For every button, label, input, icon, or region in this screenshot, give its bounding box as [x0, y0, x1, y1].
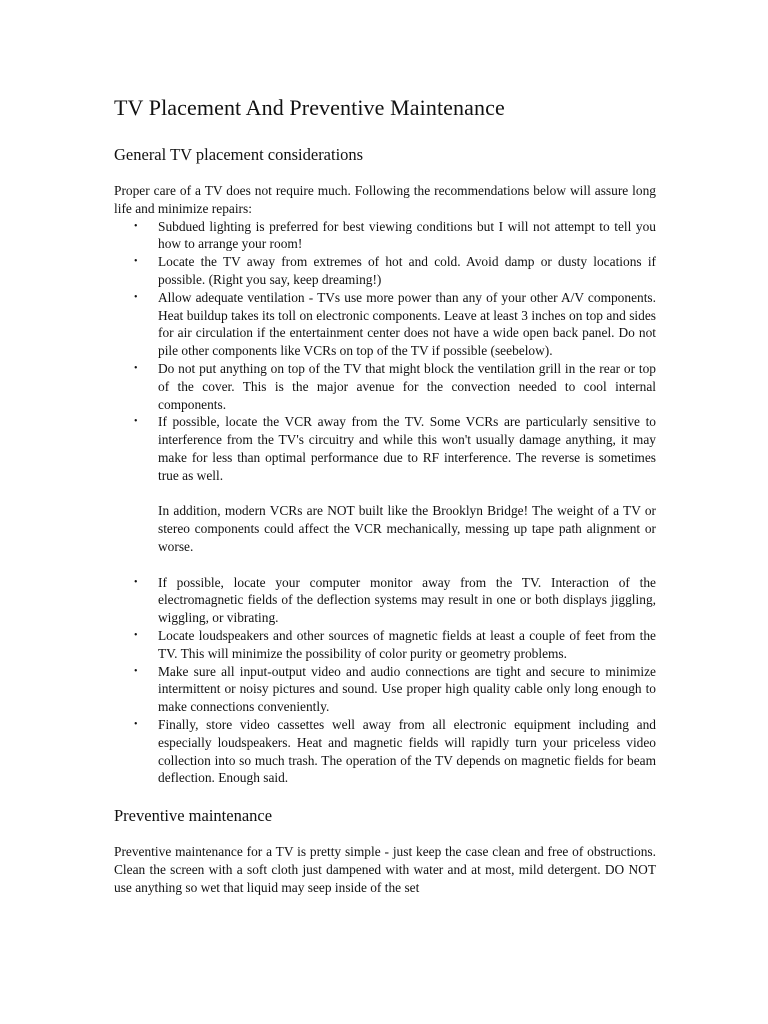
list-item [134, 360, 656, 413]
list-item-text: If possible, locate the VCR away from the TV. Some VCRs are particularly sensitive to interference from the TV's circuitry and while this won't usually damage anything, it may make for less than optimal performance due to RF interference. The reverse is sometimes true as well. [158, 414, 656, 483]
list-item [134, 253, 656, 289]
list-item [134, 289, 656, 360]
list-item [134, 627, 656, 663]
bullet-icon: • [134, 718, 138, 730]
list-item [134, 716, 656, 787]
placement-list-a [114, 218, 656, 556]
list-item-text: Do not put anything on top of the TV that might block the ventilation grill in the rear or top of the cover. This is the major avenue for the convection needed to cool internal components. [158, 360, 656, 412]
intro-paragraph: Proper care of a TV does not require much. Following the recommendations below will assure long life and minimize repairs: [114, 183, 656, 216]
bullet-icon: • [134, 220, 138, 232]
placement-list-b [114, 574, 656, 788]
list-item-text: Subdued lighting is preferred for best viewing conditions but I will not attempt to tell you how to arrange your room! [158, 218, 656, 252]
bullet-icon: • [134, 291, 138, 303]
bullet-icon: • [134, 629, 138, 641]
section-heading-placement: General TV placement considerations [114, 145, 364, 164]
bullet-icon: • [134, 665, 138, 677]
page-title: TV Placement And Preventive Maintenance [114, 95, 505, 120]
list-item [134, 413, 656, 555]
list-item-continuation: In addition, modern VCRs are NOT built like the Brooklyn Bridge! The weight of a TV or stereo components could affect the VCR mechanically, messing up tape path alignment or worse. [158, 503, 656, 554]
bullet-icon: • [134, 576, 138, 588]
maintenance-paragraph: Preventive maintenance for a TV is pretty simple - just keep the case clean and free of obstructions. Clean the screen with a soft cloth just dampened with water and at most, mild detergent. DO NOT use anything so wet that liquid may seep inside of the set [114, 844, 656, 895]
bullet-icon: • [134, 256, 138, 268]
list-item-text: Locate the TV away from extremes of hot and cold. Avoid damp or dusty locations if possible. (Right you say, keep dreaming!) [158, 254, 656, 287]
list-item [134, 663, 656, 716]
list-item-text: If possible, locate your computer monitor away from the TV. Interaction of the electromagnetic fields of the deflection systems may result in one or both displays jiggling, wiggling, or vibrating. [158, 574, 656, 626]
list-item-text: Finally, store video cassettes well away from all electronic equipment including and especially loudspeakers. Heat and magnetic fields will rapidly turn your priceless video collection into so much trash. The operation of the TV depends on magnetic fields for beam deflection. Enough said. [158, 716, 656, 786]
bullet-icon: • [134, 362, 138, 374]
list-item-text: Allow adequate ventilation - TVs use more power than any of your other A/V components. Heat buildup takes its toll on electronic components. Leave at least 3 inches on top and sides for air circulation if the entertainment center does not have a wide open back panel. Do not pile other components like VCRs on top of the TV if possible (seebelow). [158, 289, 656, 359]
list-item [134, 574, 656, 627]
list-item-text: Locate loudspeakers and other sources of magnetic fields at least a couple of feet from the TV. This will minimize the possibility of color purity or geometry problems. [158, 627, 656, 661]
section-heading-maintenance: Preventive maintenance [114, 806, 273, 826]
list-item-text: Make sure all input-output video and audio connections are tight and secure to minimize intermittent or noisy pictures and sound. Use proper high quality cable only long enough to make connections conveniently. [158, 663, 656, 715]
bullet-icon: • [134, 416, 138, 428]
list-item [134, 218, 656, 254]
